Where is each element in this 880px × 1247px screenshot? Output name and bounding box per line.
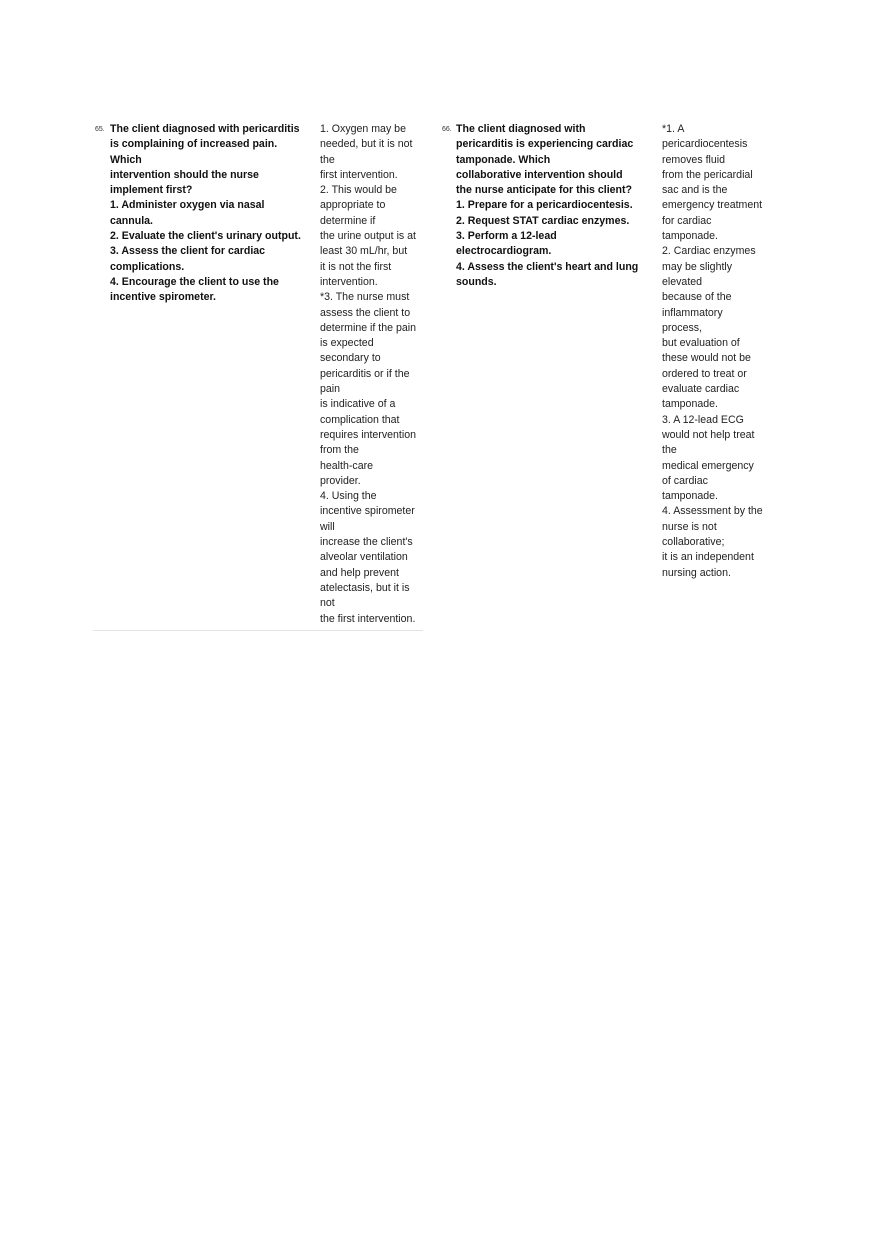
rationale-line: evaluate cardiac (662, 383, 740, 396)
rationale-line: but evaluation of (662, 337, 740, 350)
rationale-line: *1. A (662, 123, 685, 135)
rationale-line: appropriate to (320, 199, 386, 212)
question-line: the nurse anticipate for this client? (456, 184, 633, 197)
question-line: electrocardiogram. (456, 245, 552, 258)
question-line: 3. Perform a 12-lead (456, 230, 557, 243)
rationale-line: provider. (320, 474, 361, 487)
question-line: is complaining of increased pain. (110, 138, 278, 151)
rationale-line: elevated (662, 275, 703, 288)
rationale-line: 1. Oxygen may be (320, 123, 406, 135)
rationale-line: complication that (320, 413, 400, 426)
rationale-line: determine if the pain (320, 321, 416, 334)
question-line: The client diagnosed with (456, 123, 586, 135)
rationale-line: alveolar ventilation (320, 551, 408, 564)
question-line: 1. Prepare for a pericardiocentesis. (456, 199, 633, 212)
question-line: sounds. (456, 275, 497, 288)
rationale-line: the (662, 444, 677, 457)
rationale-line: these would not be (662, 352, 751, 365)
question-line: 3. Assess the client for cardiac (110, 245, 266, 258)
rationale-line: medical emergency (662, 459, 754, 472)
rationale-line: determine if (320, 214, 376, 227)
rationale-line: is expected (320, 337, 374, 350)
rationale-line: 4. Assessment by the (662, 505, 763, 518)
rationale-line: 4. Using the (320, 490, 377, 503)
rationale-line: nursing action. (662, 566, 731, 579)
rationale-line: of cardiac (662, 474, 708, 487)
rationale-line: increase the client's (320, 536, 413, 549)
rationale-line: the (320, 153, 335, 166)
rationale-line: incentive spirometer (320, 505, 415, 518)
rationale-line: pain (320, 383, 341, 396)
question-66-text (456, 122, 638, 290)
question-line: collaborative intervention should (456, 168, 623, 181)
question-line: 1. Administer oxygen via nasal (110, 199, 265, 212)
question-number: 66. (442, 126, 452, 133)
rationale-line: not (320, 597, 335, 610)
question-line: Which (110, 153, 142, 166)
rationale-line: the urine output is at (320, 230, 416, 243)
rationale-line: 2. Cardiac enzymes (662, 245, 756, 258)
rationale-line: inflammatory (662, 306, 723, 319)
rationale-line: emergency treatment (662, 199, 763, 212)
rationale-line: collaborative; (662, 536, 725, 549)
rationale-line: would not help treat (662, 428, 755, 441)
rationale-line: removes fluid (662, 153, 725, 166)
rationale-line: may be slightly (662, 260, 733, 273)
question-line: incentive spirometer. (110, 291, 216, 304)
question-line: 4. Encourage the client to use the (110, 275, 279, 288)
question-line: 2. Evaluate the client's urinary output. (110, 230, 301, 243)
rationale-line: from the (320, 444, 359, 457)
question-line: The client diagnosed with pericarditis (110, 123, 300, 135)
question-65-rationale (320, 122, 416, 627)
rationale-line: it is not the first (320, 260, 392, 273)
rationale-line: requires intervention (320, 428, 416, 441)
rationale-line: tamponade. (662, 398, 718, 411)
rationale-line: process, (662, 321, 703, 334)
rationale-line: least 30 mL/hr, but (320, 245, 408, 258)
rationale-line: pericarditis or if the (320, 367, 410, 380)
rationale-line: sac and is the (662, 184, 728, 197)
rationale-line: from the pericardial (662, 168, 753, 181)
rationale-line: tamponade. (662, 490, 718, 503)
question-line: 4. Assess the client's heart and lung (456, 260, 639, 273)
rationale-line: it is an independent (662, 551, 754, 564)
rationale-line: *3. The nurse must (320, 291, 410, 304)
rationale-line: 2. This would be (320, 184, 397, 197)
rationale-line: assess the client to (320, 306, 411, 319)
rationale-line: nurse is not (662, 520, 717, 533)
rationale-line: ordered to treat or (662, 367, 747, 380)
rationale-line: pericardiocentesis (662, 138, 748, 151)
rationale-line: health-care (320, 459, 373, 472)
question-line: pericarditis is experiencing cardiac (456, 138, 634, 151)
question-line: implement first? (110, 184, 193, 197)
rationale-line: is indicative of a (320, 398, 396, 411)
rationale-line: intervention. (320, 275, 378, 288)
question-line: 2. Request STAT cardiac enzymes. (456, 214, 630, 227)
question-66-rationale (662, 122, 763, 581)
question-65-text (110, 122, 301, 306)
rationale-line: for cardiac (662, 214, 712, 227)
rationale-line: the first intervention. (320, 612, 416, 625)
question-line: tamponade. Which (456, 153, 551, 166)
rationale-line: first intervention. (320, 168, 398, 181)
row-divider (93, 630, 423, 631)
question-line: intervention should the nurse (110, 168, 259, 181)
question-line: cannula. (110, 214, 153, 227)
rationale-line: because of the (662, 291, 732, 304)
rationale-line: and help prevent (320, 566, 399, 579)
rationale-line: will (320, 520, 335, 533)
question-number: 65. (95, 126, 105, 133)
rationale-line: 3. A 12-lead ECG (662, 413, 744, 426)
rationale-line: tamponade. (662, 230, 718, 243)
rationale-line: needed, but it is not (320, 138, 413, 151)
question-line: complications. (110, 260, 185, 273)
rationale-line: atelectasis, but it is (320, 581, 410, 594)
rationale-line: secondary to (320, 352, 381, 365)
